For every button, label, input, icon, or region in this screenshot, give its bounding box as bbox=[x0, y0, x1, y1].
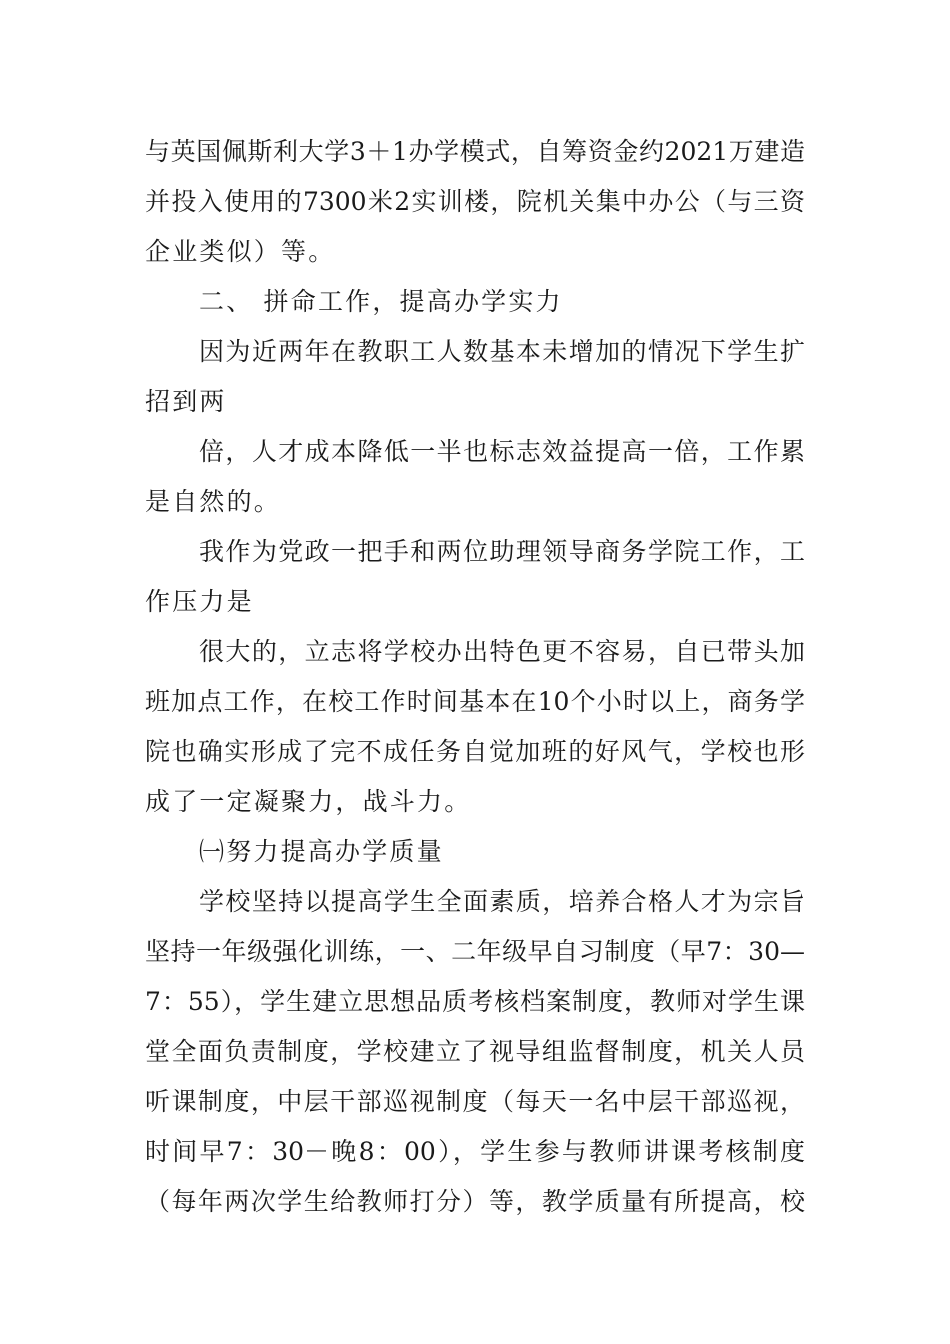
paragraph-line: 作压力是 bbox=[145, 587, 254, 616]
paragraph-line: 班加点工作，在校工作时间基本在10个小时以上，商务学 bbox=[145, 687, 805, 716]
paragraph-line: 听课制度，中层干部巡视制度（每天一名中层干部巡视， bbox=[145, 1087, 805, 1116]
paragraph-line: 学校坚持以提高学生全面素质，培养合格人才为宗旨 bbox=[199, 887, 805, 916]
paragraph-line: 与英国佩斯利大学3＋1办学模式，自筹资金约2021万建造 bbox=[145, 137, 805, 166]
paragraph-line: 并投入使用的7300米2实训楼，院机关集中办公（与三资 bbox=[145, 187, 805, 216]
paragraph-line: 7：55），学生建立思想品质考核档案制度，教师对学生课 bbox=[145, 987, 805, 1016]
paragraph-line: 院也确实形成了完不成任务自觉加班的好风气，学校也形 bbox=[145, 737, 805, 766]
paragraph-line: 因为近两年在教职工人数基本未增加的情况下学生扩 bbox=[199, 337, 805, 366]
section-heading: 二、 拼命工作，提高办学实力 bbox=[199, 287, 563, 316]
paragraph-line: （每年两次学生给教师打分）等，教学质量有所提高，校 bbox=[145, 1187, 805, 1216]
paragraph-line: 时间早7：30－晚8：00），学生参与教师讲课考核制度 bbox=[145, 1137, 805, 1166]
paragraph-line: 很大的，立志将学校办出特色更不容易，自已带头加 bbox=[199, 637, 805, 666]
paragraph-line: 堂全面负责制度，学校建立了视导组监督制度，机关人员 bbox=[145, 1037, 805, 1066]
paragraph-line: 成了一定凝聚力，战斗力。 bbox=[145, 787, 472, 816]
paragraph-line: 我作为党政一把手和两位助理领导商务学院工作，工 bbox=[199, 537, 805, 566]
paragraph-line: 招到两 bbox=[145, 387, 227, 416]
paragraph-line: 是自然的。 bbox=[145, 487, 282, 516]
paragraph-line: 企业类似）等。 bbox=[145, 237, 336, 266]
subsection-heading: ㈠努力提高办学质量 bbox=[199, 837, 444, 866]
paragraph-line: 倍，人才成本降低一半也标志效益提高一倍，工作累 bbox=[199, 437, 805, 466]
paragraph-line: 坚持一年级强化训练，一、二年级早自习制度（早7：30— bbox=[145, 937, 805, 966]
